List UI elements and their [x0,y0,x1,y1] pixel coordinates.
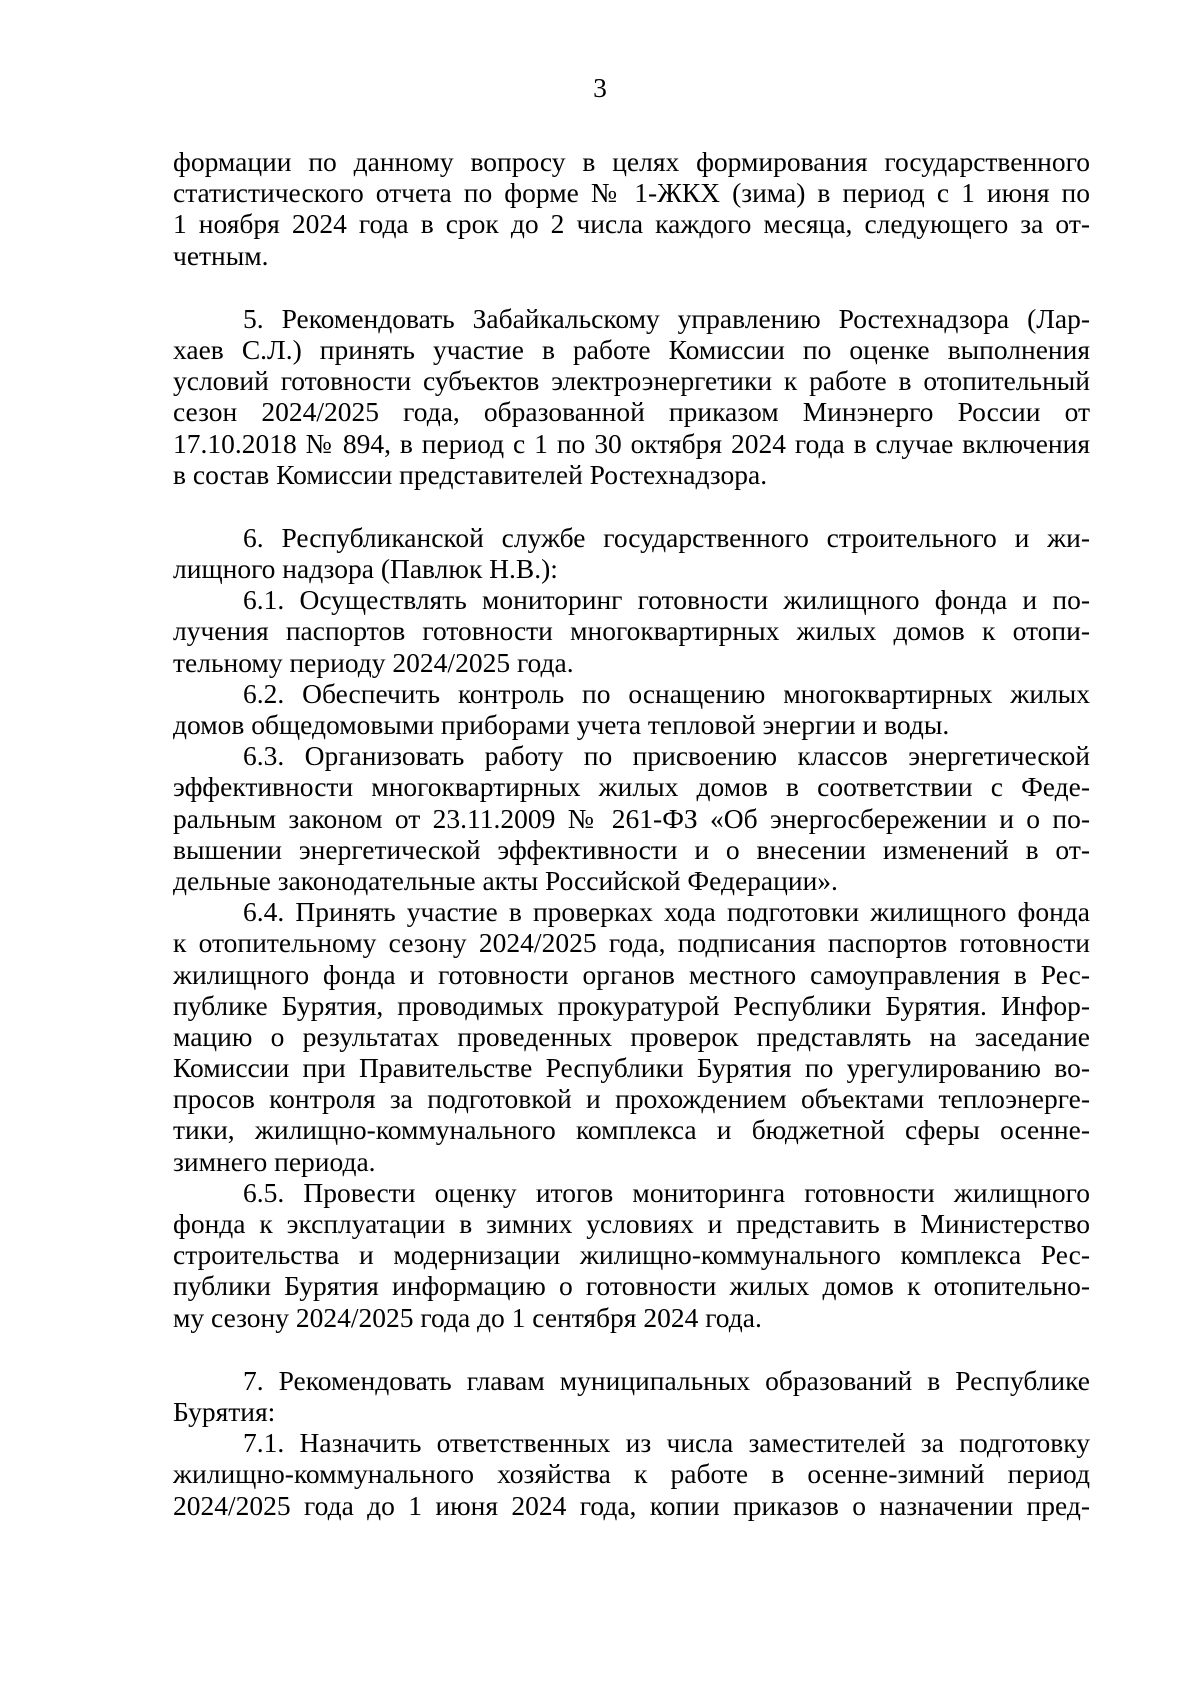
text-line: сезон 2024/2025 года, образованной приказом Минэнерго России от [173,396,1090,428]
paragraph-continuation [173,146,1090,271]
text-line: в состав Комиссии представителей Ростехнадзора. [173,458,768,490]
paragraph-item-6 [173,522,1090,1333]
text-line: просов контроля за подготовкой и прохождением объектами теплоэнерге- [173,1083,1090,1115]
text-line: домов общедомовыми приборами учета тепловой энергии и воды. [173,709,950,740]
document-body [173,146,1090,1521]
text-line: мацию о результатах проведенных проверок представлять на заседание [173,1020,1090,1052]
text-line: 6.5. Провести оценку итогов мониторинга готовности жилищного [243,1176,1090,1208]
text-line: 6.3. Организовать работу по присвоению классов энергетической [243,740,1090,772]
text-line: 7. Рекомендовать главам муниципальных образований в Республике [243,1364,1090,1396]
text-line: хаев С.Л.) принять участие в работе Комиссии по оценке выполнения [173,333,1090,365]
text-line: жилищного фонда и готовности органов местного самоуправления в Рес- [173,958,1090,990]
text-line: 5. Рекомендовать Забайкальскому управлению Ростехнадзора (Лар- [243,302,1090,334]
text-line: 6.2. Обеспечить контроль по оснащению многоквартирных жилых [243,677,1090,709]
text-line: 6. Республиканской службе государственного строительного и жи- [243,521,1090,553]
text-line: Комиссии при Правительстве Республики Бурятия по урегулированию во- [173,1052,1090,1084]
paragraph-gap [173,271,1090,303]
text-line: ральным законом от 23.11.2009 № 261-ФЗ «Об энергосбережении и о по- [173,802,1090,834]
text-line: лищного надзора (Павлюк Н.В.): [173,553,558,585]
paragraph-item-7 [173,1365,1090,1521]
text-line: к отопительному сезону 2024/2025 года, подписания паспортов готовности [173,927,1090,959]
text-line: 17.10.2018 № 894, в период с 1 по 30 октября 2024 года в случае включения [173,427,1090,459]
text-line: 2024/2025 года до 1 июня 2024 года, копии приказов о назначении пред- [173,1489,1090,1521]
text-line: жилищно-коммунального хозяйства к работе в осенне-зимний период [173,1458,1090,1490]
text-line: зимнего периода. [173,1145,376,1177]
text-line: четным. [173,239,269,271]
text-line: 1 ноября 2024 года в срок до 2 числа каждого месяца, следующего за от- [173,208,1090,240]
text-line: 6.1. Осуществлять мониторинг готовности жилищного фонда и по- [243,584,1090,616]
text-line: строительства и модернизации жилищно-коммунального комплекса Рес- [173,1239,1090,1271]
text-line: 6.4. Принять участие в проверках хода подготовки жилищного фонда [243,896,1090,928]
text-line: дельные законодательные акты Российской Федерации». [173,864,838,896]
text-line: эффективности многоквартирных жилых домов в соответствии с Феде- [173,771,1090,803]
text-line: фонда к эксплуатации в зимних условиях и представить в Министерство [173,1208,1090,1239]
text-line: вышении энергетической эффективности и о внесении изменений в от- [173,833,1090,865]
text-line: лучения паспортов готовности многоквартирных жилых домов к отопи- [173,615,1090,647]
text-line: Бурятия: [173,1395,276,1427]
text-line: му сезону 2024/2025 года до 1 сентября 2024 года. [173,1301,762,1333]
text-line: тельному периоду 2024/2025 года. [173,646,574,678]
paragraph-gap [173,490,1090,522]
text-line: формации по данному вопросу в целях формирования государственного [173,146,1090,177]
text-line: 7.1. Назначить ответственных из числа заместителей за подготовку [243,1427,1090,1459]
text-line: публике Бурятия, проводимых прокуратурой Республики Бурятия. Инфор- [173,989,1090,1021]
paragraph-item-5 [173,303,1090,490]
page-number: 3 [593,72,607,103]
text-line: статистического отчета по форме № 1-ЖКХ (зима) в период с 1 июня по [173,177,1090,209]
text-line: тики, жилищно-коммунального комплекса и бюджетной сферы осенне- [173,1114,1090,1146]
paragraph-gap [173,1333,1090,1365]
text-line: условий готовности субъектов электроэнергетики к работе в отопительный [173,365,1090,397]
text-line: публики Бурятия информацию о готовности жилых домов к отопительно- [173,1270,1090,1302]
